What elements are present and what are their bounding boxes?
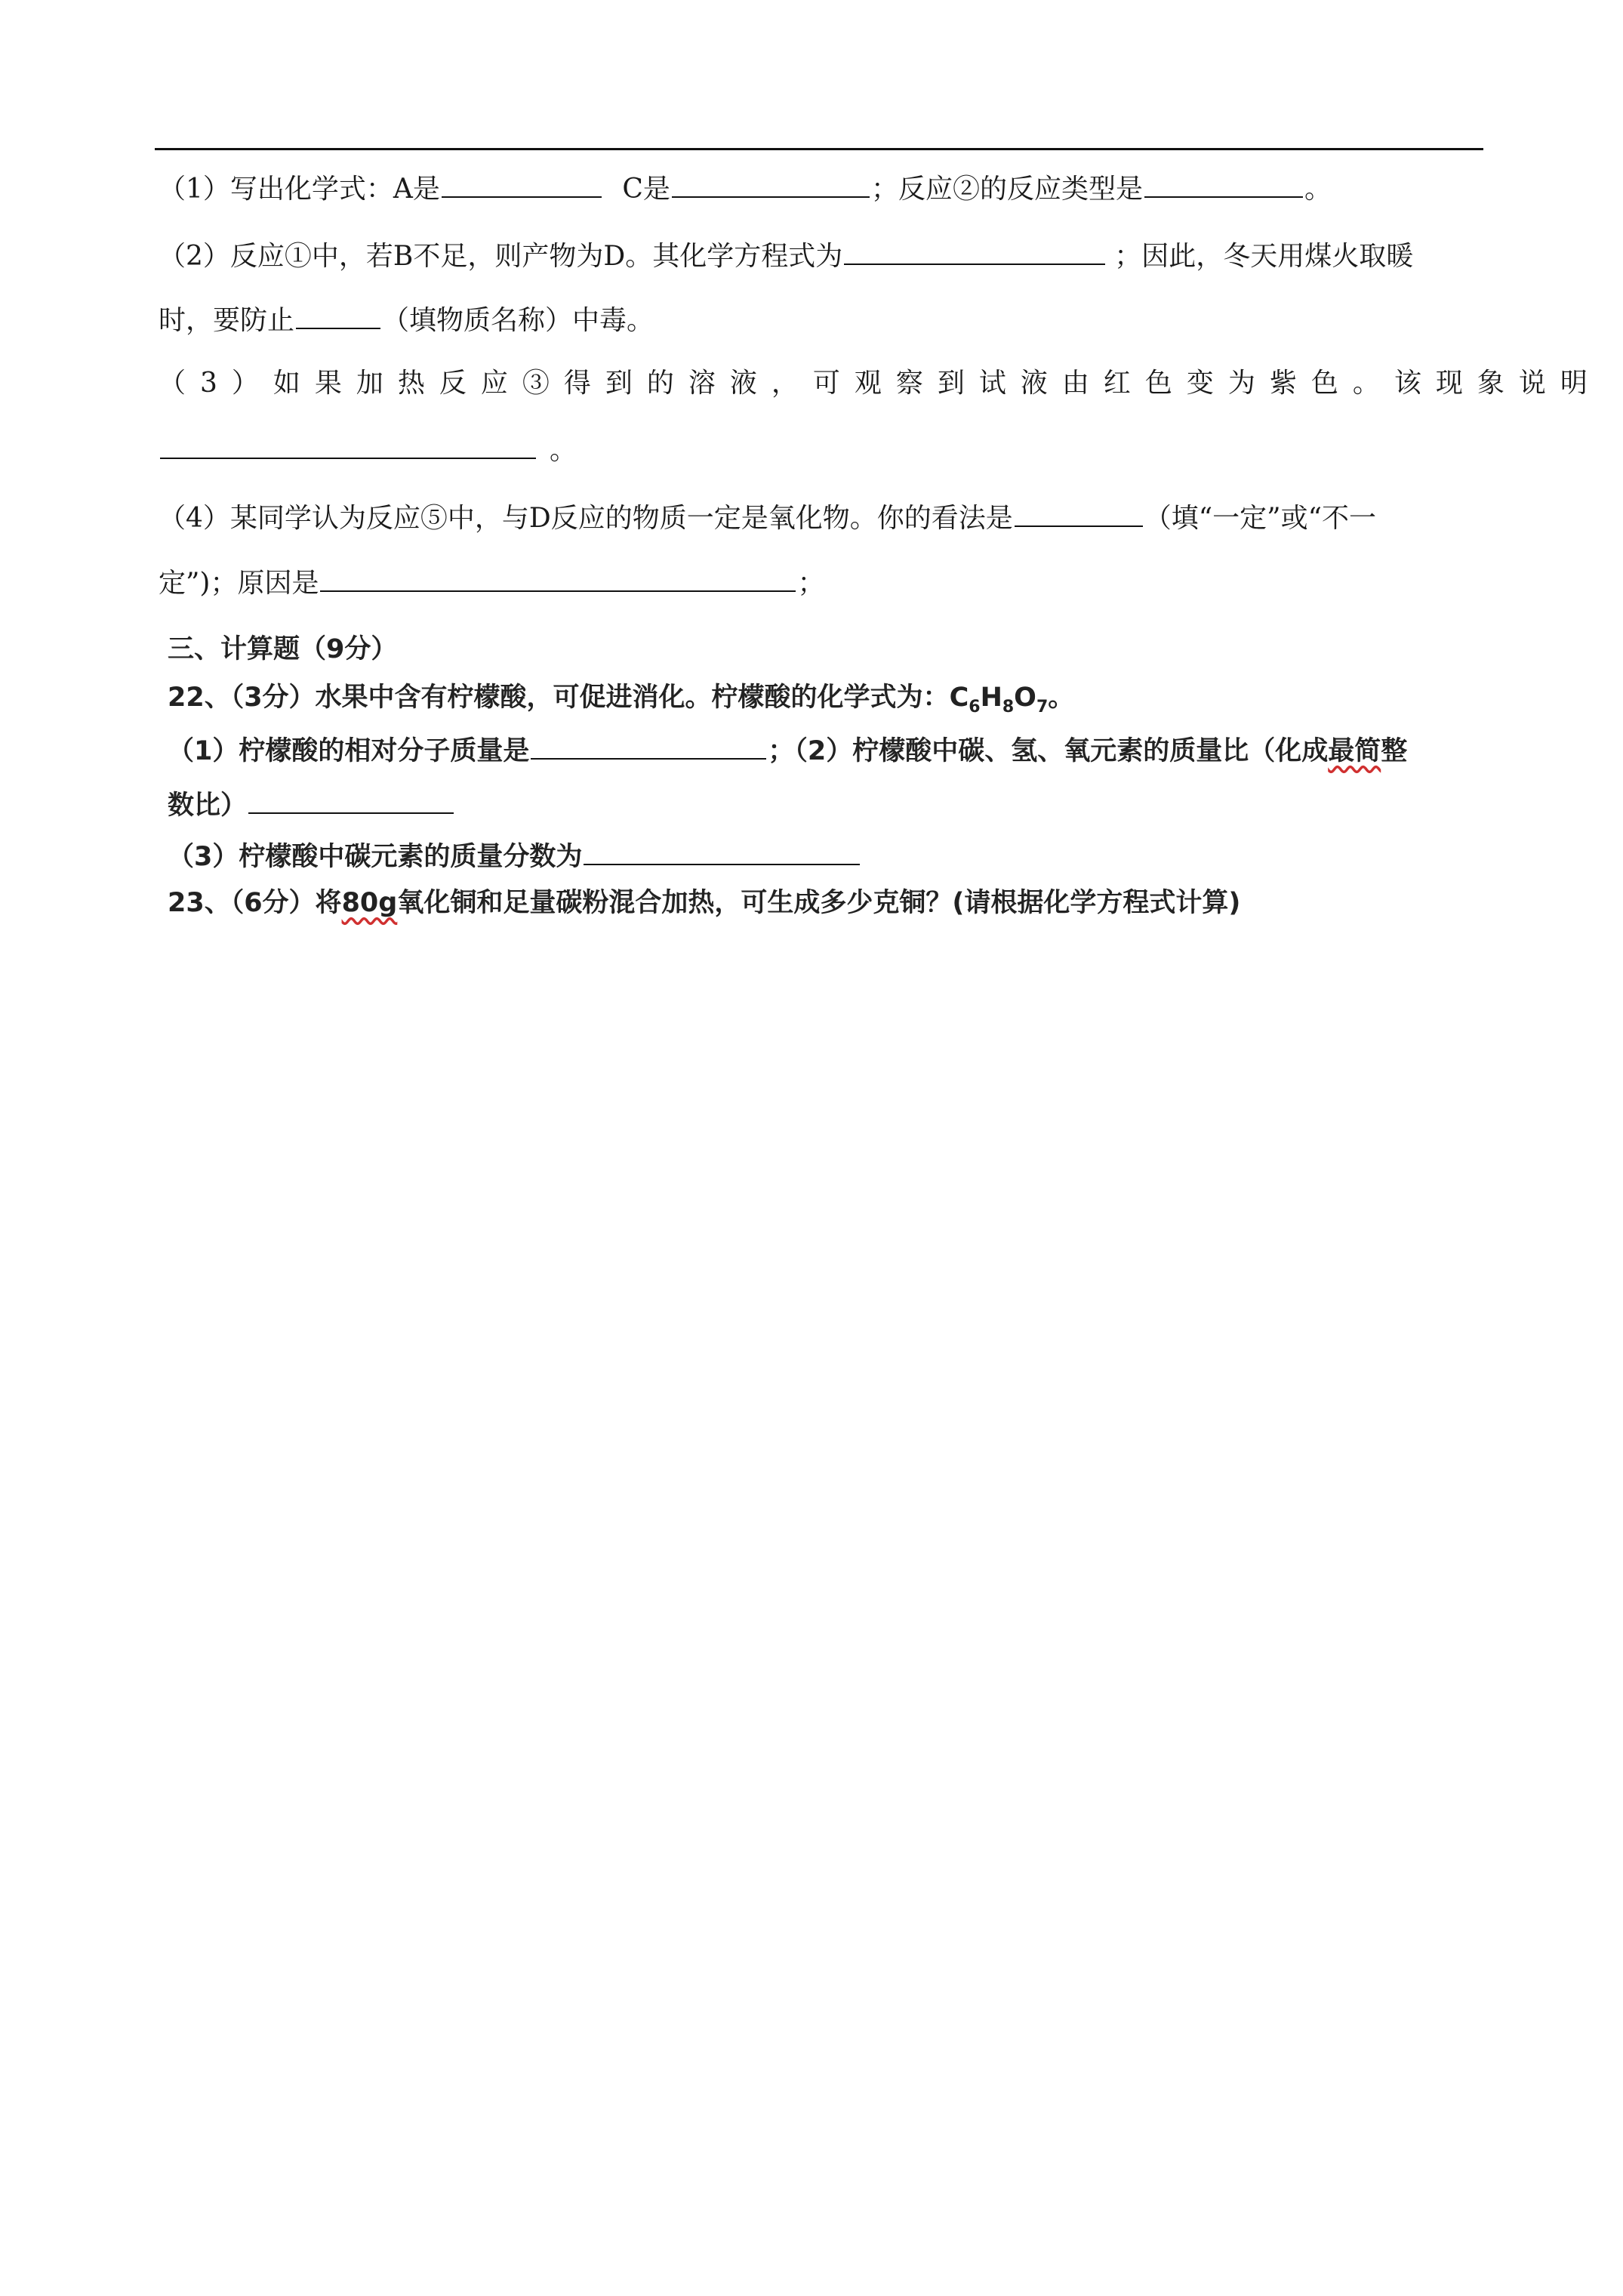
q22-blank-mass-ratio[interactable] xyxy=(248,785,454,814)
q23-line xyxy=(168,885,1240,921)
q3-line-1 xyxy=(159,365,1602,402)
q2-line-2 xyxy=(159,300,654,339)
q1-prefix: （1）写出化学式：A xyxy=(159,174,413,205)
formula-c: C xyxy=(949,683,969,713)
formula-o-sub: 7 xyxy=(1036,698,1049,717)
q1-blank-a[interactable] xyxy=(442,169,602,198)
q22-blank-mass-fraction[interactable] xyxy=(584,837,860,865)
formula-o: O xyxy=(1014,683,1036,713)
q2-line2-post: （填物质名称）中毒。 xyxy=(382,305,654,336)
q2-line2-pre: 时，要防止 xyxy=(159,305,295,336)
q4-blank-opinion[interactable] xyxy=(1015,498,1143,527)
q4-line-2 xyxy=(159,563,824,602)
q22-part3-line xyxy=(168,837,861,875)
formula-h-sub: 8 xyxy=(1002,698,1015,717)
q22-text: 22、（3分）水果中含有柠檬酸，可促进消化。柠檬酸的化学式为： xyxy=(168,683,950,713)
q1-line xyxy=(159,169,1332,208)
q22-part2-line2 xyxy=(168,785,455,824)
q4-line-1 xyxy=(159,498,1376,537)
q2-line1-tail: ；因此，冬天用煤火取暖 xyxy=(1114,241,1414,272)
q3-line-2 xyxy=(159,430,577,469)
q4-blank-reason[interactable] xyxy=(320,563,796,592)
q1-shi2: 是 xyxy=(642,174,670,205)
q1-blank-type[interactable] xyxy=(1144,169,1303,198)
q1-mid: ；反应②的反应类型是 xyxy=(870,174,1143,205)
header-rule xyxy=(155,148,1483,150)
q22-part2-post: 整 xyxy=(1381,736,1408,766)
q22-blank-molar-mass[interactable] xyxy=(531,731,766,760)
q23-amount: 80g xyxy=(341,888,398,918)
q22-part2-wavy: 最简 xyxy=(1328,736,1381,766)
q22-part3: （3）柠檬酸中碳元素的质量分数为 xyxy=(168,842,583,872)
q2-blank-substance[interactable] xyxy=(296,300,380,329)
q3-line2-tail: 。 xyxy=(550,435,577,466)
q22-line xyxy=(168,680,1074,726)
q23-pre: 23、（6分）将 xyxy=(168,888,342,918)
q2-blank-equation[interactable] xyxy=(844,236,1105,265)
q4-line2-pre: 定”)；原因是 xyxy=(159,568,319,599)
q1-c-label: C xyxy=(622,174,643,205)
q4-line2-tail: ； xyxy=(797,568,825,599)
q3-line1-text: （3）如果加热反应③得到的溶液，可观察到试液由红色变为紫色。该现象说明 xyxy=(159,368,1602,399)
q22-part2-pre: ；（2）柠檬酸中碳、氢、氧元素的质量比（化成 xyxy=(768,736,1329,766)
q2-line-1 xyxy=(159,236,1413,275)
q22-part2-line2-text: 数比） xyxy=(168,791,248,821)
formula-h: H xyxy=(980,683,1002,713)
q22-part1: （1）柠檬酸的相对分子质量是 xyxy=(168,736,530,766)
formula-c-sub: 6 xyxy=(969,698,981,717)
q3-blank-explanation[interactable] xyxy=(160,430,536,459)
q1-blank-c[interactable] xyxy=(672,169,870,198)
q23-post: 氧化铜和足量碳粉混合加热，可生成多少克铜？(请根据化学方程式计算) xyxy=(397,888,1241,918)
q2-line1-text: （2）反应①中，若B不足，则产物为D。其化学方程式为 xyxy=(159,241,843,272)
q4-line1-text: （4）某同学认为反应⑤中，与D反应的物质一定是氧化物。你的看法是 xyxy=(159,503,1013,534)
q4-line1-tail: （填“一定”或“不一 xyxy=(1144,503,1376,534)
q1-shi1: 是 xyxy=(412,174,440,205)
section3-heading: 三、计算题（9分） xyxy=(168,634,398,664)
q22-part1-2-line xyxy=(168,731,1407,769)
q1-end: 。 xyxy=(1304,174,1332,205)
q22-formula xyxy=(949,683,1075,717)
formula-end: 。 xyxy=(1048,683,1075,713)
